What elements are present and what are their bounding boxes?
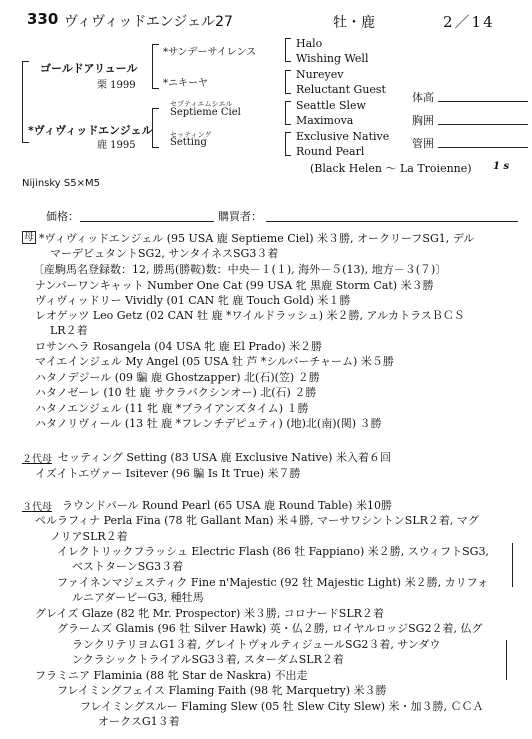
third-dam-line-6: ファイネンマジェスティク Fine n'Majestic (92 牡 Majestic Light) 米２勝, カリフォ bbox=[57, 576, 489, 589]
right-rule-2 bbox=[506, 640, 507, 680]
dam-progeny-summary: 〔産駒馬名登録数：12, 勝馬(勝鞍)数：中央－１(１), 海外－５(13), 地方－３(７)〕 bbox=[33, 263, 447, 276]
third-dam-line-5: ベストターンSG3３着 bbox=[72, 560, 184, 573]
buyer-label: 購買者： bbox=[218, 210, 262, 223]
progeny-3-cont: LR２着 bbox=[50, 324, 88, 337]
third-dam-line-8: グレイズ Glaze (82 牝 Mr. Prospector) 米３勝, コロナードSLR２着 bbox=[35, 607, 384, 620]
girth-line bbox=[438, 124, 528, 125]
third-dam-line-14: フレイミングスルー Flaming Slew (05 牡 Slew City Slew) 米・加３勝, ＣＣＡ bbox=[80, 700, 484, 713]
g3-7: Exclusive Native bbox=[296, 130, 390, 143]
sire-name: ゴールドアリュール bbox=[40, 62, 138, 75]
pedigree-bracket-g3-3 bbox=[285, 101, 291, 125]
pedigree-bracket-sire bbox=[152, 44, 159, 89]
horse-name: ヴィヴィッドエンジェル27 bbox=[64, 14, 233, 30]
third-dam-line-12: フラミニア Flaminia (88 牝 Star de Naskra) 不出走 bbox=[35, 669, 308, 682]
pedigree-bracket-dam bbox=[152, 108, 159, 148]
sire-sire: *サンデーサイレンス bbox=[163, 47, 257, 58]
progeny-7: ハタノゼーレ (10 牡 鹿 サクラバクシンオー) 北(石) ２勝 bbox=[35, 386, 317, 399]
g3-2: Wishing Well bbox=[296, 52, 369, 65]
second-dam-line-2: イズイトエヴァー Isitever (96 騙 Is It True) 米７勝 bbox=[35, 467, 301, 480]
lot-number: 330 bbox=[27, 10, 59, 28]
dam-line-1: *ヴィヴィッドエンジェル (95 USA 鹿 Septieme Ciel) 米３勝, オークリーフSG1, デル bbox=[39, 232, 475, 245]
family-number: 1 s bbox=[493, 161, 510, 172]
page-number: 2／14 bbox=[443, 13, 495, 31]
third-dam-line-9: グラームズ Glamis (96 牡 Silver Hawk) 英・仏２勝, ロイヤルロッジSG2２着, 仏グ bbox=[57, 622, 483, 635]
dam-info: 鹿 1995 bbox=[97, 140, 136, 151]
price-label: 価格： bbox=[46, 210, 79, 223]
sire-info: 栗 1999 bbox=[97, 80, 136, 91]
progeny-4: ロサンヘラ Rosangela (04 USA 牝 鹿 El Prado) 米２勝 bbox=[35, 340, 323, 353]
g3-4: Reluctant Guest bbox=[296, 83, 386, 96]
family: (Black Helen ～ La Troienne) bbox=[310, 162, 472, 175]
third-dam-line-7: ルニアダービーG3, 種牡馬 bbox=[72, 591, 204, 604]
g3-1: Halo bbox=[296, 37, 323, 50]
second-dam-line-1: セッティング Setting (83 USA 鹿 Exclusive Native) 米入着６回 bbox=[58, 451, 391, 464]
dam-sire-kana: セプティエムシエル bbox=[170, 100, 233, 108]
progeny-6: ハタノデジール (09 騙 鹿 Ghostzapper) 北(石)(笠) ２勝 bbox=[35, 371, 320, 384]
pedigree-bracket-g3-2 bbox=[285, 70, 291, 94]
dam-line-2: マーデビュタントSG2, サンタイネスSG3３着 bbox=[50, 247, 279, 260]
right-rule-1 bbox=[512, 543, 513, 587]
dam-tag-box: 母 bbox=[24, 232, 34, 243]
third-dam-line-1: ラウンドパール Round Pearl (65 USA 鹿 Round Table) 米10勝 bbox=[62, 499, 392, 512]
dam-sire: Septieme Ciel bbox=[170, 107, 241, 118]
dam-dam-kana: セッティング bbox=[170, 131, 212, 139]
inbreeding: Nijinsky S5×M5 bbox=[22, 178, 100, 189]
second-dam-tag: ２代母 bbox=[22, 454, 52, 465]
third-dam-tag: ３代母 bbox=[22, 502, 52, 513]
third-dam-line-4: イレクトリックフラッシュ Electric Flash (86 牡 Fappiano) 米２勝, スウィフトSG3, bbox=[57, 545, 489, 558]
progeny-3: レオゲッツ Leo Getz (02 CAN 牡 鹿 *ワイルドラッシュ) 米２勝, アルカトラスＢＣＳ bbox=[35, 309, 465, 322]
pedigree-bracket-g3-4 bbox=[285, 132, 291, 156]
third-dam-line-3: ノリアSLR２着 bbox=[50, 530, 128, 543]
progeny-2: ヴィヴィッドリー Vividly (01 CAN 牝 鹿 Touch Gold) 米１勝 bbox=[35, 294, 351, 307]
dam-dam: Setting bbox=[170, 137, 207, 148]
dam-name: *ヴィヴィッドエンジェル bbox=[28, 124, 153, 137]
g3-6: Maximova bbox=[296, 114, 354, 127]
height-label: 体高 bbox=[412, 91, 434, 104]
progeny-1: ナンバーワンキャット Number One Cat (99 USA 牝 黒鹿 Storm Cat) 米３勝 bbox=[35, 279, 434, 292]
g3-8: Round Pearl bbox=[296, 145, 365, 158]
sire-dam: *ニキーヤ bbox=[163, 78, 208, 89]
third-dam-line-13: フレイミングフェイス Flaming Faith (98 牝 Marquetry) 米３勝 bbox=[57, 684, 387, 697]
dam-section-tag bbox=[22, 231, 36, 244]
cannon-line bbox=[438, 147, 528, 148]
progeny-5: マイエインジェル My Angel (05 USA 牡 芦 *シルバーチャーム) 米５勝 bbox=[35, 355, 394, 368]
third-dam-line-2: ペルラフィナ Perla Fina (78 牝 Gallant Man) 米４勝, マーサワシントンSLR２着, マグ bbox=[35, 514, 479, 527]
third-dam-line-15: オークスG1３着 bbox=[98, 715, 180, 728]
g3-5: Seattle Slew bbox=[296, 99, 366, 112]
progeny-9: ハタノリヴィール (13 牡 鹿 *フレンチデピュティ) (地)北(南)(関) ３勝 bbox=[35, 417, 382, 430]
buyer-line[interactable] bbox=[266, 221, 518, 222]
third-dam-line-11: ンクラシックトライアルSG3３着, スターダムSLR２着 bbox=[72, 653, 344, 666]
price-line[interactable] bbox=[80, 221, 214, 222]
progeny-8: ハタノエンジェル (11 牝 鹿 *ブライアンズタイム) １勝 bbox=[35, 402, 309, 415]
third-dam-line-10: ランクリテリヨムG1３着, グレイトヴォルティジュールSG2３着, サンダウ bbox=[72, 638, 441, 651]
sex-color: 牡・鹿 bbox=[333, 15, 375, 31]
pedigree-bracket-g3-1 bbox=[285, 38, 291, 62]
girth-label: 胸囲 bbox=[412, 114, 434, 127]
cannon-label: 管囲 bbox=[412, 137, 434, 150]
g3-3: Nureyev bbox=[296, 68, 344, 81]
height-line bbox=[438, 101, 528, 102]
